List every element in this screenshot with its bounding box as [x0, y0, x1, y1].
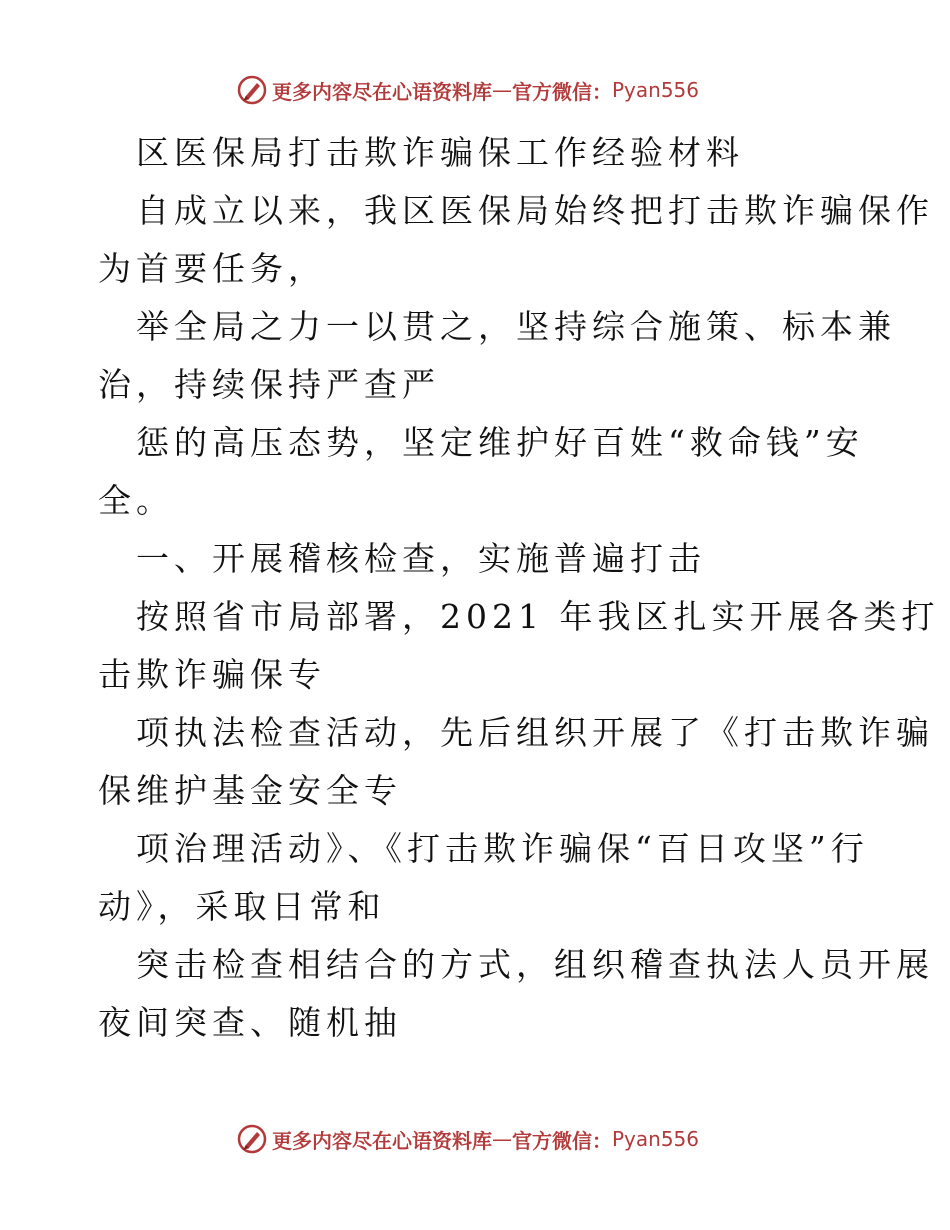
paragraph-line: 动》，采取日常和: [98, 887, 386, 926]
paragraph-line: 治，持续保持严查严: [98, 365, 440, 404]
paragraph-line: 保维护基金安全专: [98, 771, 402, 810]
paragraph-line: 惩的高压态势，坚定维护好百姓“救命钱”安: [136, 423, 864, 462]
banner-separator: —: [492, 1127, 512, 1151]
paragraph-line: 全。: [98, 481, 174, 520]
document-body: [98, 124, 940, 1052]
paragraph-line: 击欺诈骗保专: [98, 655, 326, 694]
paragraph-line: 自成立以来，我区医保局始终把打击欺诈骗保作: [136, 191, 934, 230]
banner-wechat-id: Pyan556: [612, 1127, 700, 1151]
section-heading: 一、开展稽核检查，实施普遍打击: [136, 539, 706, 578]
footer-banner: [236, 1122, 699, 1156]
banner-separator: —: [492, 78, 512, 102]
banner-wechat-label: 官方微信：: [512, 79, 612, 104]
banner-main-text: 更多内容尽在心语资料库: [272, 79, 492, 104]
banner-wechat-id: Pyan556: [612, 78, 700, 102]
banner-main-text: 更多内容尽在心语资料库: [272, 1128, 492, 1153]
header-banner: [236, 73, 699, 107]
paragraph-line: 为首要任务，: [98, 249, 326, 288]
paragraph-line: 突击检查相结合的方式，组织稽查执法人员开展: [136, 945, 934, 984]
paragraph-line: 夜间突查、随机抽: [98, 1003, 402, 1042]
paragraph-line: 项治理活动》、《打击欺诈骗保“百日攻坚”行: [136, 829, 869, 868]
paragraph-line: 项执法检查活动，先后组织开展了《打击欺诈骗: [136, 713, 934, 752]
paragraph-line: 举全局之力一以贯之，坚持综合施策、标本兼: [136, 307, 896, 346]
paragraph-line: 按照省市局部署，2021 年我区扎实开展各类打: [136, 597, 940, 636]
pen-seal-logo-icon: [236, 1123, 268, 1155]
banner-wechat-label: 官方微信：: [512, 1128, 612, 1153]
document-title: 区医保局打击欺诈骗保工作经验材料: [136, 133, 744, 172]
pen-seal-logo-icon: [236, 74, 268, 106]
